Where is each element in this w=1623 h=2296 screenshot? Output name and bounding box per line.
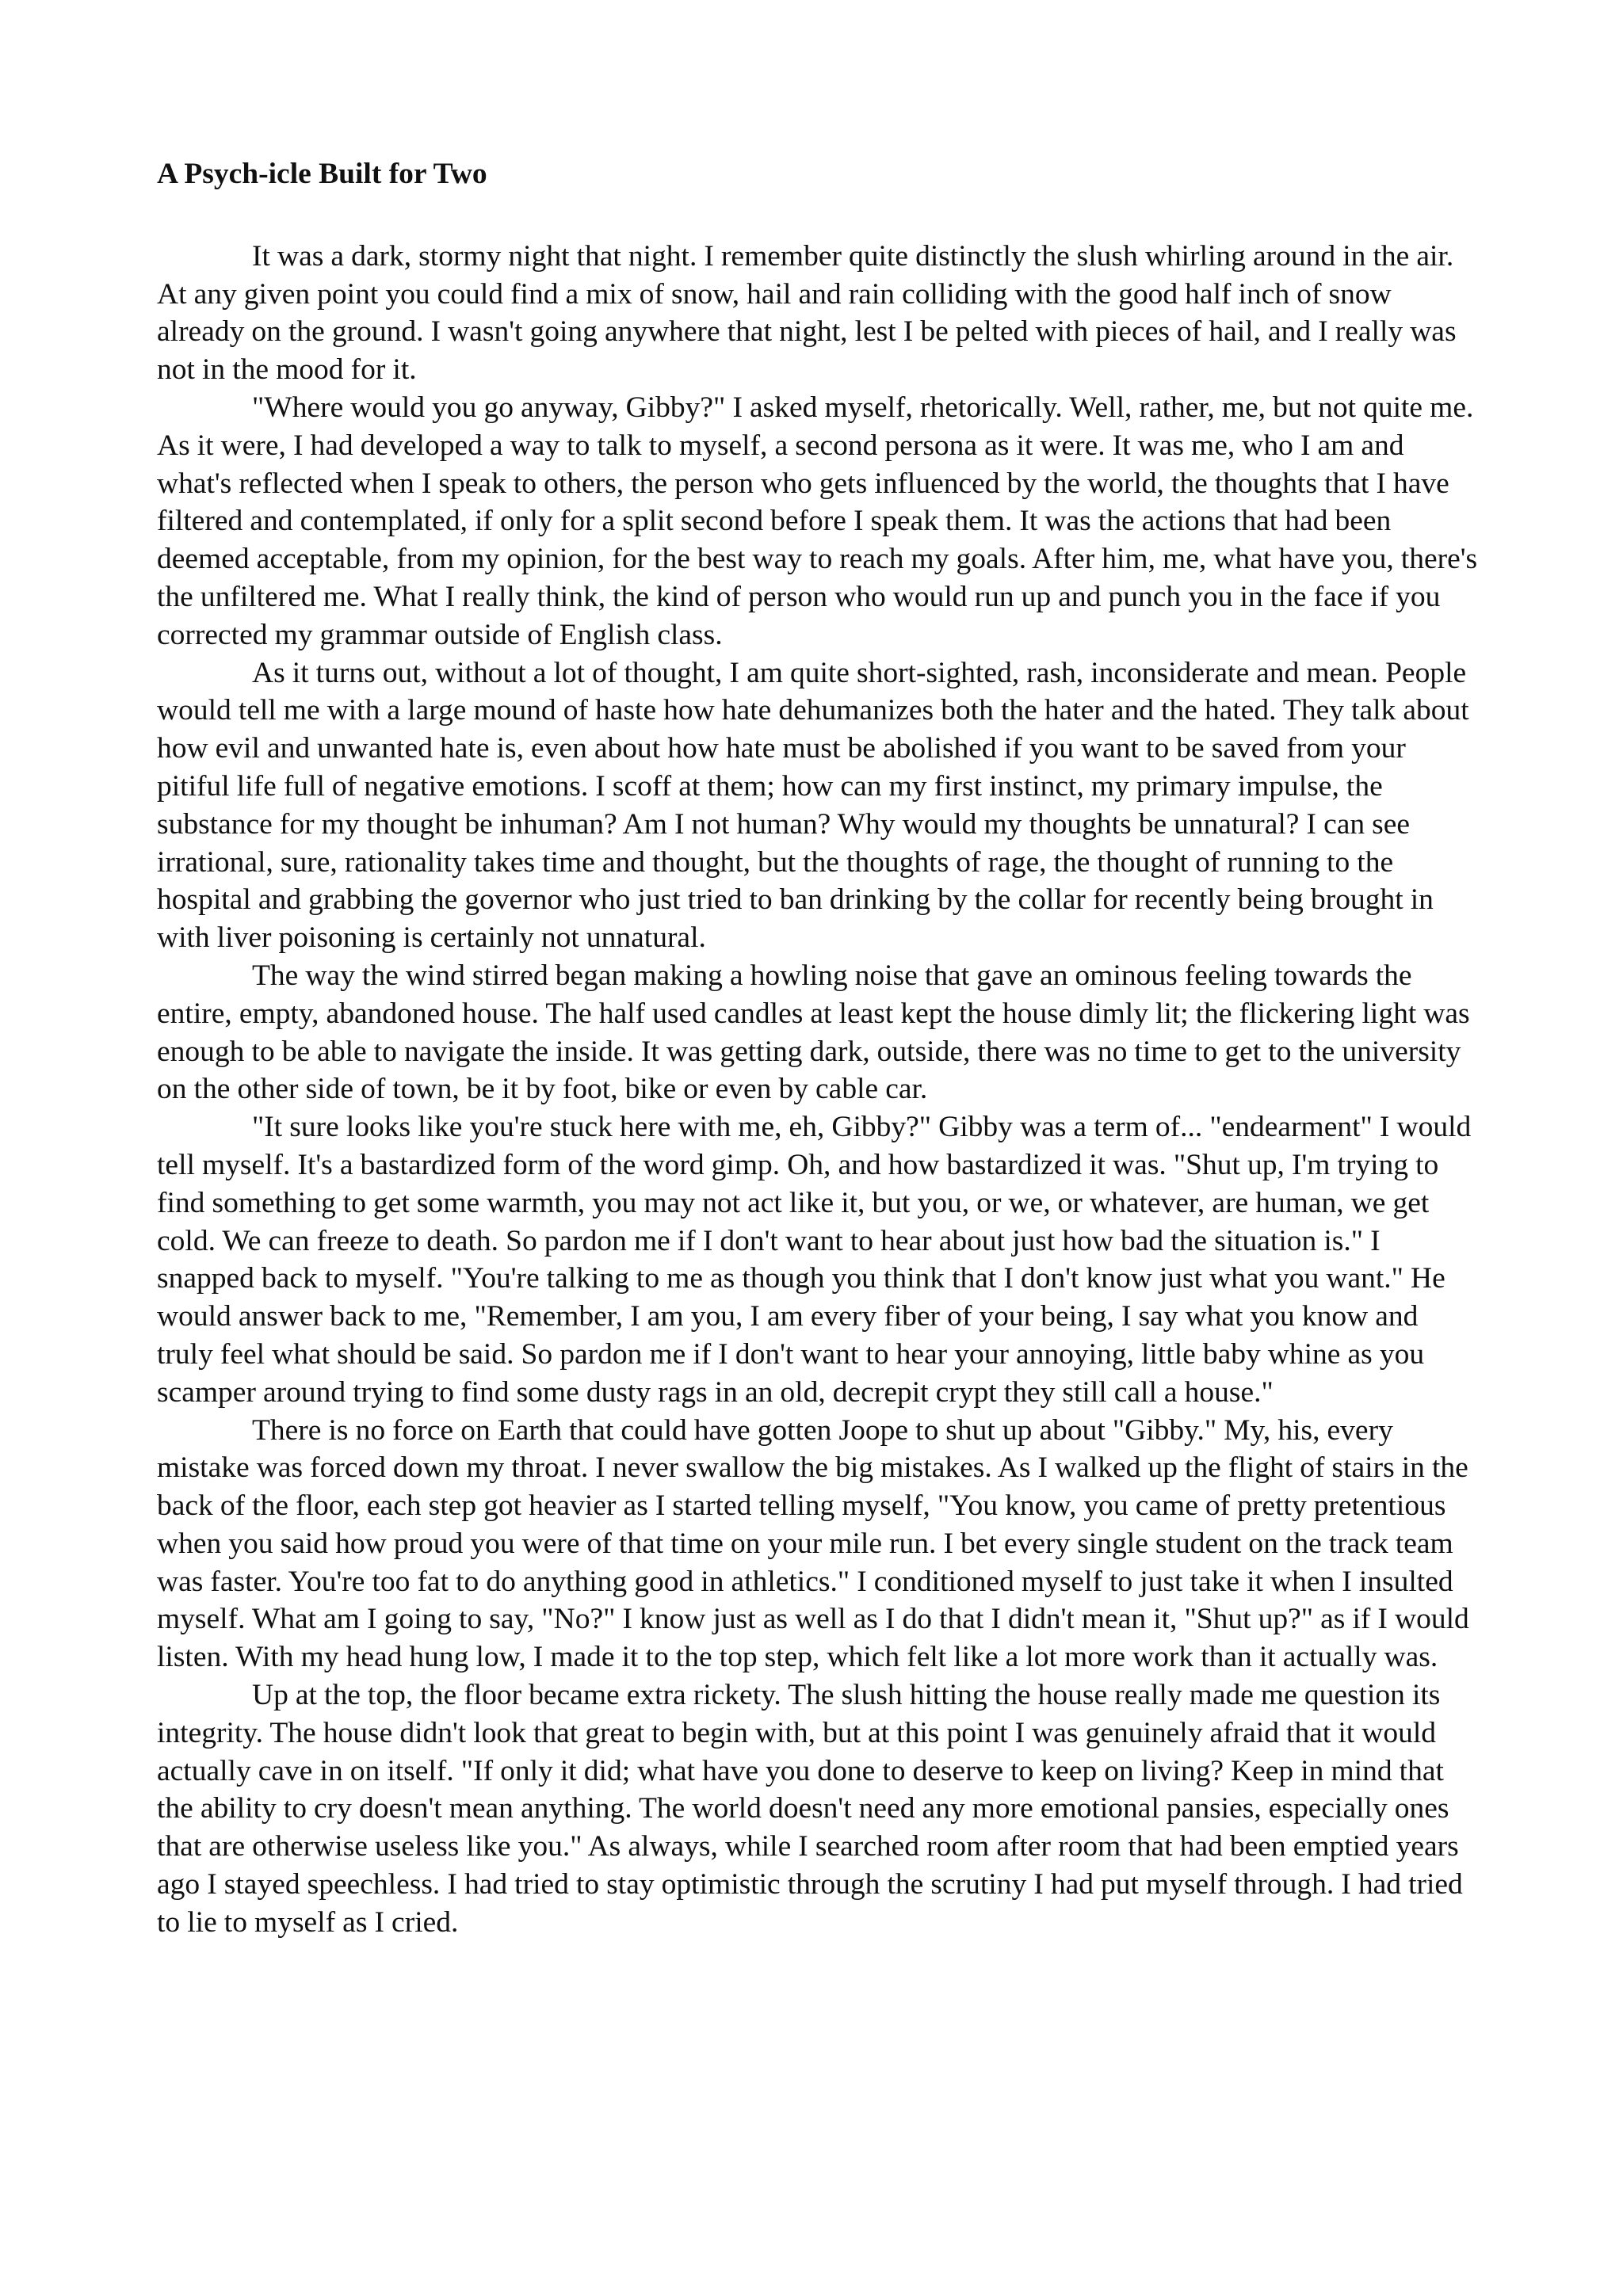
paragraph-5: "It sure looks like you're stuck here with me, eh, Gibby?" Gibby was a term of... "endearment" I would tell myself. It's a bastardized form of the word gimp. Oh, and how bastardized it was. "Shut up, I'm trying to find something to get some warmth, you may not act like it, but you, or we, or whatever, are human, we get cold. We can freeze to death. So pardon me if I don't want to hear about just how bad the situation is." I snapped back to myself. "You're talking to me as though you think that I don't know just what you want." He would answer back to me, "Remember, I am you, I am every fiber of your being, I say what you know and truly feel what should be said. So pardon me if I don't want to hear your annoying, little baby whine as you scamper around trying to find some dusty rags in an old, decrepit crypt they still call a house." — [157, 1111, 1472, 1409]
document-title: A Psych-icle Built for Two — [157, 158, 487, 190]
document-page — [157, 155, 1480, 1942]
paragraph-4: The way the wind stirred began making a howling noise that gave an ominous feeling towards the entire, empty, abandoned house. The half used candles at least kept the house dimly lit; the flickering light was enough to be able to navigate the inside. It was getting dark, outside, there was no time to get to the university on the other side of town, be it by foot, bike or even by cable car. — [157, 959, 1470, 1106]
paragraph-6: There is no force on Earth that could have gotten Joope to shut up about "Gibby." My, his, every mistake was forced down my throat. I never swallow the big mistakes. As I walked up the flight of stairs in the back of the floor, each step got heavier as I started telling myself, "You know, you came of pretty pretentious when you said how proud you were of that time on your mile run. I bet every single student on the track team was faster. You're too fat to do anything good in athletics." I conditioned myself to just take it when I insulted myself. What am I going to say, "No?" I know just as well as I do that I didn't mean it, "Shut up?" as if I would listen. With my head hung low, I made it to the top step, which felt like a lot more work than it actually was. — [157, 1413, 1469, 1674]
paragraph-2: "Where would you go anyway, Gibby?" I asked myself, rhetorically. Well, rather, me, but not quite me. As it were, I had developed a way to talk to myself, a second persona as it were. It was me, who I am and what's reflected when I speak to others, the person who gets influenced by the world, the thoughts that I have filtered and contemplated, if only for a split second before I speak them. It was the actions that had been deemed acceptable, from my opinion, for the best way to reach my goals. After him, me, what have you, there's the unfiltered me. What I really think, the kind of person who would run up and punch you in the face if you corrected my grammar outside of English class. — [157, 391, 1478, 651]
paragraph-3: As it turns out, without a lot of thought, I am quite short-sighted, rash, inconsiderate and mean. People would tell me with a large mound of haste how hate dehumanizes both the hater and the hated. They talk about how evil and unwanted hate is, even about how hate must be abolished if you want to be saved from your pitiful life full of negative emotions. I scoff at them; how can my first instinct, my primary impulse, the substance for my thought be inhuman? Am I not human? Why would my thoughts be unnatural? I can see irrational, sure, rationality takes time and thought, but the thoughts of rage, the thought of running to the hospital and grabbing the governor who just tried to ban drinking by the collar for recently being brought in with liver poisoning is certainly not unnatural. — [157, 656, 1469, 955]
paragraph-1: It was a dark, stormy night that night. I remember quite distinctly the slush whirling around in the air. At any given point you could find a mix of snow, hail and rain colliding with the good half inch of snow already on the ground. I wasn't going anywhere that night, lest I be pelted with pieces of hail, and I really was not in the mood for it. — [157, 239, 1457, 387]
paragraph-7: Up at the top, the floor became extra rickety. The slush hitting the house really made me question its integrity. The house didn't look that great to begin with, but at this point I was genuinely afraid that it would actually cave in on itself. "If only it did; what have you done to deserve to keep on living? Keep in mind that the ability to cry doesn't mean anything. The world doesn't need any more emotional pansies, especially ones that are otherwise useless like you." As always, while I searched room after room that had been emptied years ago I stayed speechless. I had tried to stay optimistic through the scrutiny I had put myself through. I had tried to lie to myself as I cried. — [157, 1679, 1463, 1939]
